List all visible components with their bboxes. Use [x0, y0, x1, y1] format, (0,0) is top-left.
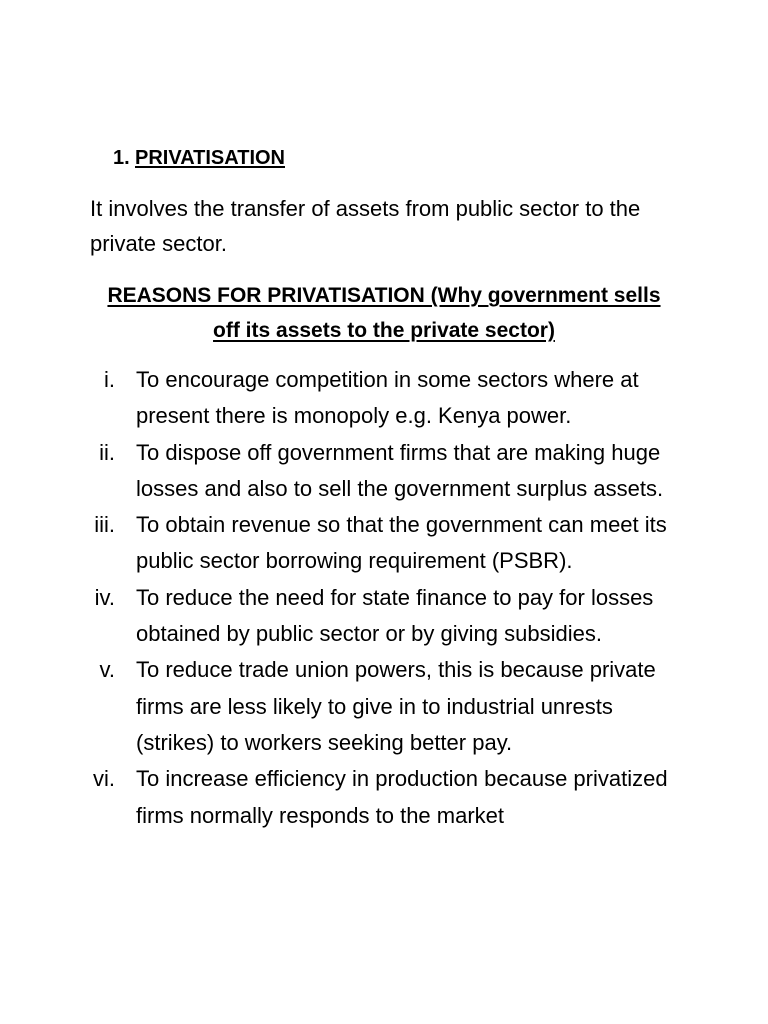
- subheading-line-2: off its assets to the private sector): [213, 319, 555, 342]
- list-marker: i.: [104, 367, 115, 392]
- list-marker: v.: [99, 657, 115, 683]
- section-number: 1.: [113, 147, 130, 169]
- list-item: [0, 435, 768, 508]
- list-item-text: To reduce trade union powers, this is because private firms are less likely to give in to industrial unrests (strikes) to workers seeking better pay.: [136, 657, 656, 755]
- list-marker: iv.: [94, 584, 115, 610]
- list-item: [0, 652, 768, 761]
- list-marker: iii.: [94, 512, 115, 538]
- section-title: PRIVATISATION: [135, 147, 285, 169]
- list-marker: ii.: [99, 439, 115, 465]
- subheading-line-1: REASONS FOR PRIVATISATION (Why government sells: [107, 284, 661, 307]
- list-item-text: To encourage competition in some sectors where at present there is monopoly e.g. Kenya power.: [136, 367, 639, 429]
- intro-paragraph: It involves the transfer of assets from public sector to the private sector.: [90, 196, 641, 256]
- list-item: [0, 507, 768, 580]
- list-item-text: To reduce the need for state finance to pay for losses obtained by public sector or by giving subsidies.: [136, 584, 654, 647]
- list-item: [0, 580, 768, 653]
- section-heading: [113, 146, 285, 170]
- reasons-subheading: [90, 278, 678, 348]
- list-item-text: To increase efficiency in production because privatized firms normally responds to the market: [136, 766, 668, 828]
- reasons-list: [0, 362, 768, 834]
- list-item-text: To obtain revenue so that the government can meet its public sector borrowing requirement (PSBR).: [136, 512, 667, 574]
- list-item: [0, 362, 768, 435]
- list-item: [0, 761, 768, 834]
- list-marker: vi.: [93, 766, 115, 792]
- list-item-text: To dispose off government firms that are making huge losses and also to sell the government surplus assets.: [136, 439, 664, 501]
